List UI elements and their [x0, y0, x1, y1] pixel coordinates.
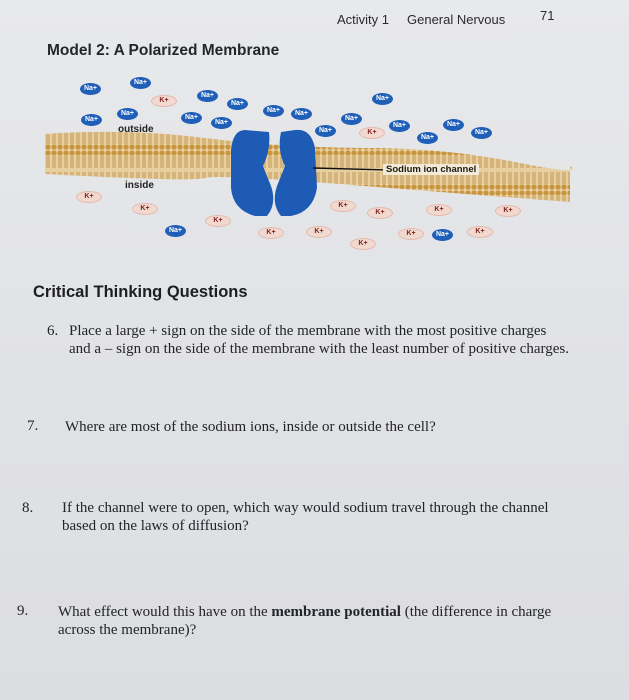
potassium-ion: K+ [467, 226, 493, 238]
question-number: 7. [27, 418, 39, 434]
potassium-ion: K+ [426, 204, 452, 216]
sodium-ion: Na+ [197, 90, 218, 102]
sodium-ion: Na+ [315, 125, 336, 137]
potassium-ion: K+ [258, 227, 284, 239]
sodium-ion: Na+ [471, 127, 492, 139]
question-number: 6. [47, 323, 59, 339]
sodium-ion: Na+ [291, 108, 312, 120]
potassium-ion: K+ [359, 127, 385, 139]
potassium-ion: K+ [132, 203, 158, 215]
potassium-ion: K+ [495, 205, 521, 217]
sodium-ion: Na+ [165, 225, 186, 237]
potassium-ion: K+ [367, 207, 393, 219]
sodium-ion: Na+ [372, 93, 393, 105]
chapter-label: General Nervous [407, 12, 506, 27]
sodium-ion: Na+ [211, 117, 232, 129]
potassium-ion: K+ [306, 226, 332, 238]
potassium-ion: K+ [398, 228, 424, 240]
membrane-diagram [45, 70, 575, 260]
question-text: Where are most of the sodium ions, inside or outside the cell? [65, 419, 436, 435]
sodium-ion: Na+ [130, 77, 151, 89]
question-text-part: (the difference in charge across the membrane)? [58, 604, 552, 638]
model-title: Model 2: A Polarized Membrane [47, 42, 280, 59]
potassium-ion: K+ [205, 215, 231, 227]
question-text [58, 603, 588, 639]
sodium-ion: Na+ [181, 112, 202, 124]
potassium-ion: K+ [151, 95, 177, 107]
sodium-ion: Na+ [81, 114, 102, 126]
question-text: If the channel were to open, which way would sodium travel through the channel based on the laws of diffusion? [62, 500, 549, 534]
page-number: 71 [540, 8, 555, 23]
sodium-channel-label: Sodium ion channel [383, 164, 479, 175]
section-title: Critical Thinking Questions [33, 283, 248, 301]
sodium-ion: Na+ [263, 105, 284, 117]
outside-label: outside [118, 124, 154, 135]
question-text-part: What effect would this have on the [58, 604, 272, 620]
sodium-ion: Na+ [117, 108, 138, 120]
sodium-ion: Na+ [417, 132, 438, 144]
sodium-ion: Na+ [80, 83, 101, 95]
sodium-ion: Na+ [341, 113, 362, 125]
potassium-ion: K+ [330, 200, 356, 212]
sodium-ion: Na+ [443, 119, 464, 131]
activity-label: Activity 1 [337, 12, 390, 27]
sodium-ion: Na+ [389, 120, 410, 132]
membrane-potential-term: membrane potential [271, 604, 401, 620]
question-number: 8. [22, 500, 34, 516]
question-number: 9. [17, 603, 29, 619]
sodium-ion: Na+ [432, 229, 453, 241]
inside-label: inside [125, 180, 154, 191]
potassium-ion: K+ [350, 238, 376, 250]
sodium-ion: Na+ [227, 98, 248, 110]
potassium-ion: K+ [76, 191, 102, 203]
question-text: Place a large + sign on the side of the membrane with the most positive charges and a – sign on the side of the membrane with the least number of positive charges. [69, 323, 570, 357]
